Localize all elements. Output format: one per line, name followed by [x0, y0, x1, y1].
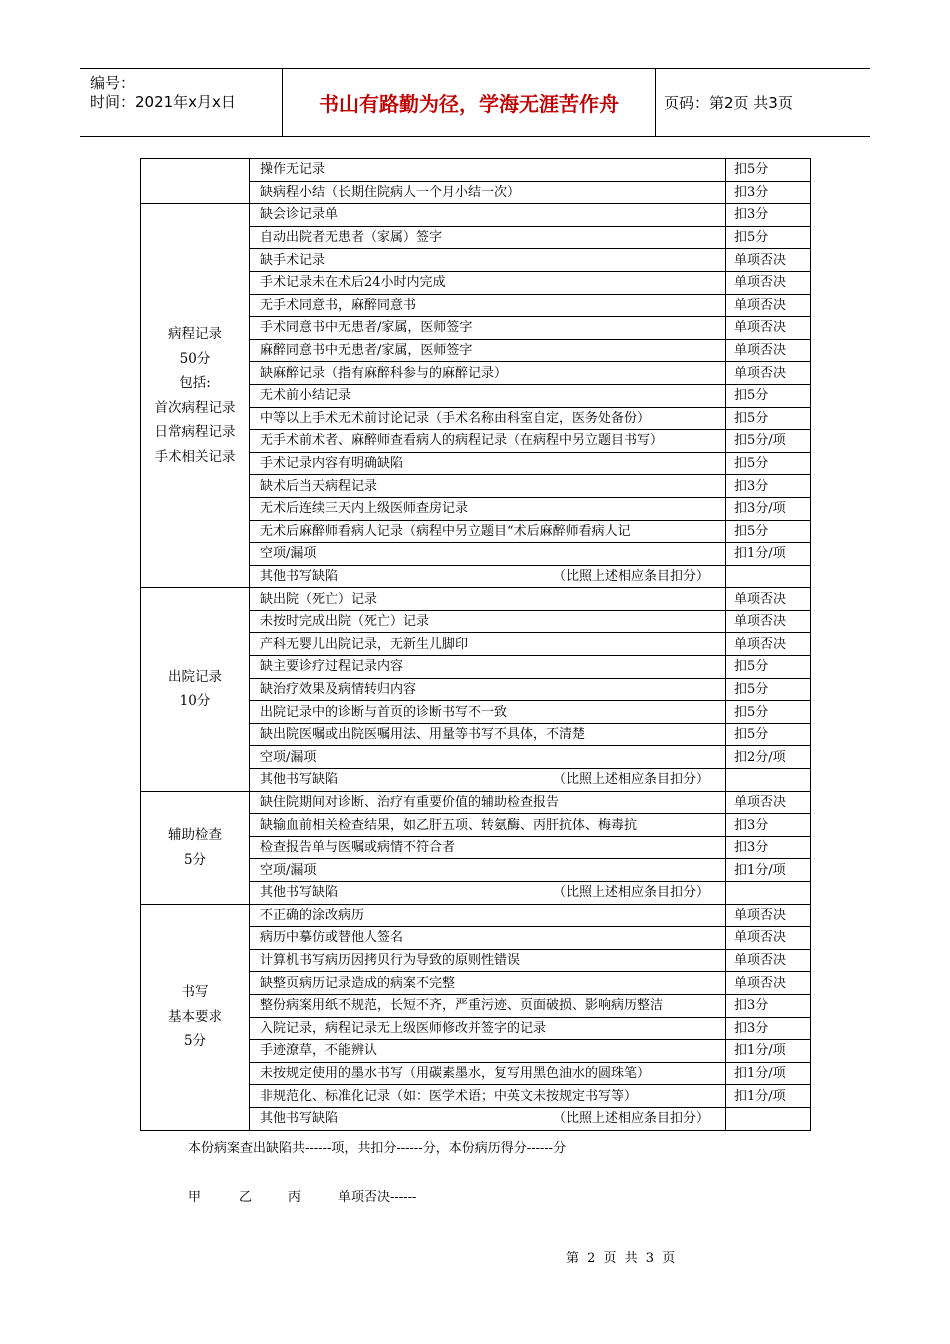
item-cell: 无手术同意书，麻醉同意书 [250, 294, 726, 317]
item-cell: 缺住院期间对诊断、治疗有重要价值的辅助检查报告 [250, 791, 726, 814]
item-cell: 自动出院者无患者（家属）签字 [250, 226, 726, 249]
item-cell: 出院记录中的诊断与首页的诊断书写不一致 [250, 701, 726, 724]
deduction-cell: 扣5分 [726, 226, 811, 249]
deduction-cell: 扣5分 [726, 520, 811, 543]
page-header [80, 68, 870, 137]
category-cell [141, 204, 250, 588]
item-text: 其他书写缺陷 [260, 772, 339, 788]
deduction-cell: 单项否决 [726, 791, 811, 814]
item-cell: 计算机书写病历因拷贝行为导致的原则性错误 [250, 949, 726, 972]
header-motto: 书山有路勤为径，学海无涯苦作舟 [283, 69, 656, 136]
table-row [141, 588, 811, 611]
deduction-cell: 扣5分 [726, 678, 811, 701]
item-cell: 缺出院（死亡）记录 [250, 588, 726, 611]
item-text: 其他书写缺陷 [260, 1111, 339, 1127]
deduction-cell: 扣3分 [726, 814, 811, 837]
item-cell: 未按时完成出院（死亡）记录 [250, 610, 726, 633]
document-number: 编号： [90, 74, 136, 92]
item-note: （比照上述相应条目扣分） [552, 1111, 709, 1127]
item-cell: 病历中摹仿或替他人签名 [250, 927, 726, 950]
item-cell: 手迹潦草，不能辨认 [250, 1040, 726, 1063]
deduction-cell: 单项否决 [726, 339, 811, 362]
category-cell [141, 791, 250, 904]
item-cell: 无术后连续三天内上级医师查房记录 [250, 497, 726, 520]
category-line: 5分 [183, 1033, 207, 1050]
deduction-cell: 扣5分 [726, 159, 811, 182]
deduction-cell: 扣5分 [726, 407, 811, 430]
category-line: 出院记录 [168, 668, 222, 685]
deduction-cell: 扣3分 [726, 1017, 811, 1040]
deduction-cell: 扣1分/项 [726, 543, 811, 566]
item-cell: 不正确的涂改病历 [250, 904, 726, 927]
deduction-cell: 单项否决 [726, 972, 811, 995]
item-cell: 入院记录，病程记录无上级医师修改并签字的记录 [250, 1017, 726, 1040]
category-line: 5分 [183, 851, 207, 868]
category-line: 首次病程记录 [154, 399, 236, 416]
deduction-cell: 单项否决 [726, 949, 811, 972]
item-cell: 缺主要诊疗过程记录内容 [250, 656, 726, 679]
item-cell: 麻醉同意书中无患者/家属，医师签字 [250, 339, 726, 362]
deduction-cell: 单项否决 [726, 904, 811, 927]
grade-veto: 单项否决------ [338, 1190, 417, 1205]
item-cell: 缺会诊记录单 [250, 204, 726, 227]
table-row [141, 159, 811, 182]
deduction-cell: 单项否决 [726, 610, 811, 633]
item-cell [250, 1107, 726, 1130]
deduction-cell: 单项否决 [726, 249, 811, 272]
grade-c: 丙 [288, 1190, 302, 1205]
item-cell: 空项/漏项 [250, 859, 726, 882]
item-cell: 缺麻醉记录（指有麻醉科参与的麻醉记录） [250, 362, 726, 385]
category-line: 基本要求 [168, 1008, 222, 1025]
deduction-cell: 扣3分 [726, 836, 811, 859]
document-date: 时间：2021年x月x日 [90, 93, 236, 111]
deduction-cell [726, 882, 811, 905]
item-cell: 缺治疗效果及病情转归内容 [250, 678, 726, 701]
item-note: （比照上述相应条目扣分） [552, 885, 709, 901]
category-cell-empty [141, 159, 250, 204]
category-line: 书写 [181, 984, 209, 1001]
item-cell: 无术前小结记录 [250, 384, 726, 407]
deduction-cell: 扣3分 [726, 204, 811, 227]
table-row [141, 791, 811, 814]
item-cell: 非规范化、标准化记录（如：医学术语；中英文未按规定书写等） [250, 1085, 726, 1108]
deduction-cell [726, 565, 811, 588]
deduction-cell: 扣3分 [726, 475, 811, 498]
item-cell: 整份病案用纸不规范，长短不齐，严重污迹、页面破损、影响病历整洁 [250, 994, 726, 1017]
item-cell: 缺整页病历记录造成的病案不完整 [250, 972, 726, 995]
item-cell: 手术记录内容有明确缺陷 [250, 452, 726, 475]
item-note: （比照上述相应条目扣分） [552, 772, 709, 788]
table-row [141, 904, 811, 927]
item-cell [250, 769, 726, 792]
grade-b: 乙 [239, 1190, 253, 1205]
deduction-cell: 单项否决 [726, 362, 811, 385]
deduction-cell: 扣3分 [726, 994, 811, 1017]
item-cell: 空项/漏项 [250, 543, 726, 566]
header-page-number: 页码：第2页 共3页 [664, 94, 793, 112]
deduction-cell: 单项否决 [726, 271, 811, 294]
deduction-cell [726, 769, 811, 792]
category-line: 包括: [179, 375, 211, 392]
deduction-cell: 单项否决 [726, 317, 811, 340]
deduction-cell: 扣1分/项 [726, 1085, 811, 1108]
deduction-cell: 扣5分 [726, 384, 811, 407]
category-line: 辅助检查 [168, 827, 222, 844]
item-cell [250, 565, 726, 588]
deduction-cell: 扣5分 [726, 656, 811, 679]
category-line: 10分 [179, 693, 211, 710]
table-row [141, 204, 811, 227]
category-line: 50分 [179, 350, 211, 367]
deduction-cell: 单项否决 [726, 633, 811, 656]
item-note: （比照上述相应条目扣分） [552, 568, 709, 584]
category-cell [141, 904, 250, 1130]
header-meta [80, 69, 283, 136]
deduction-cell: 扣5分 [726, 723, 811, 746]
category-cell [141, 588, 250, 791]
item-cell: 缺出院医嘱或出院医嘱用法、用量等书写不具体，不清楚 [250, 723, 726, 746]
category-line: 病程记录 [168, 326, 222, 343]
deduction-cell: 扣1分/项 [726, 1040, 811, 1063]
deduction-cell: 扣1分/项 [726, 859, 811, 882]
item-cell: 手术记录未在术后24小时内完成 [250, 271, 726, 294]
deduction-cell: 扣5分/项 [726, 430, 811, 453]
item-cell [250, 882, 726, 905]
item-text: 其他书写缺陷 [260, 568, 339, 584]
item-cell: 空项/漏项 [250, 746, 726, 769]
item-cell: 检查报告单与医嘱或病情不符合者 [250, 836, 726, 859]
deduction-cell: 扣5分 [726, 701, 811, 724]
grade-a: 甲 [188, 1190, 202, 1205]
item-cell: 操作无记录 [250, 159, 726, 182]
deduction-cell: 扣3分 [726, 181, 811, 204]
scoring-table [140, 158, 811, 1131]
page-footer: 第 2 页 共 3 页 [566, 1251, 676, 1266]
item-cell: 缺病程小结（长期住院病人一个月小结一次） [250, 181, 726, 204]
deduction-cell: 单项否决 [726, 294, 811, 317]
category-line: 手术相关记录 [154, 448, 236, 465]
item-cell: 缺输血前相关检查结果，如乙肝五项、转氨酶、丙肝抗体、梅毒抗 [250, 814, 726, 837]
item-cell: 缺手术记录 [250, 249, 726, 272]
item-cell: 无手术前术者、麻醉师查看病人的病程记录（在病程中另立题目书写） [250, 430, 726, 453]
item-cell: 产科无婴儿出院记录，无新生儿脚印 [250, 633, 726, 656]
item-cell: 中等以上手术无术前讨论记录（手术名称由科室自定，医务处备份） [250, 407, 726, 430]
deduction-cell: 扣1分/项 [726, 1062, 811, 1085]
deduction-cell: 单项否决 [726, 927, 811, 950]
summary-line: 本份病案查出缺陷共------项，共扣分------分，本份病历得分------分 [188, 1141, 567, 1156]
deduction-cell: 单项否决 [726, 588, 811, 611]
deduction-cell: 扣5分 [726, 452, 811, 475]
item-cell: 缺术后当天病程记录 [250, 475, 726, 498]
item-cell: 未按规定使用的墨水书写（用碳素墨水，复写用黑色油水的圆珠笔） [250, 1062, 726, 1085]
deduction-cell: 扣2分/项 [726, 746, 811, 769]
item-cell: 手术同意书中无患者/家属，医师签字 [250, 317, 726, 340]
item-cell: 无术后麻醉师看病人记录（病程中另立题目“术后麻醉师看病人记 [250, 520, 726, 543]
deduction-cell: 扣3分/项 [726, 497, 811, 520]
deduction-cell [726, 1107, 811, 1130]
item-text: 其他书写缺陷 [260, 885, 339, 901]
category-line: 日常病程记录 [154, 424, 236, 441]
